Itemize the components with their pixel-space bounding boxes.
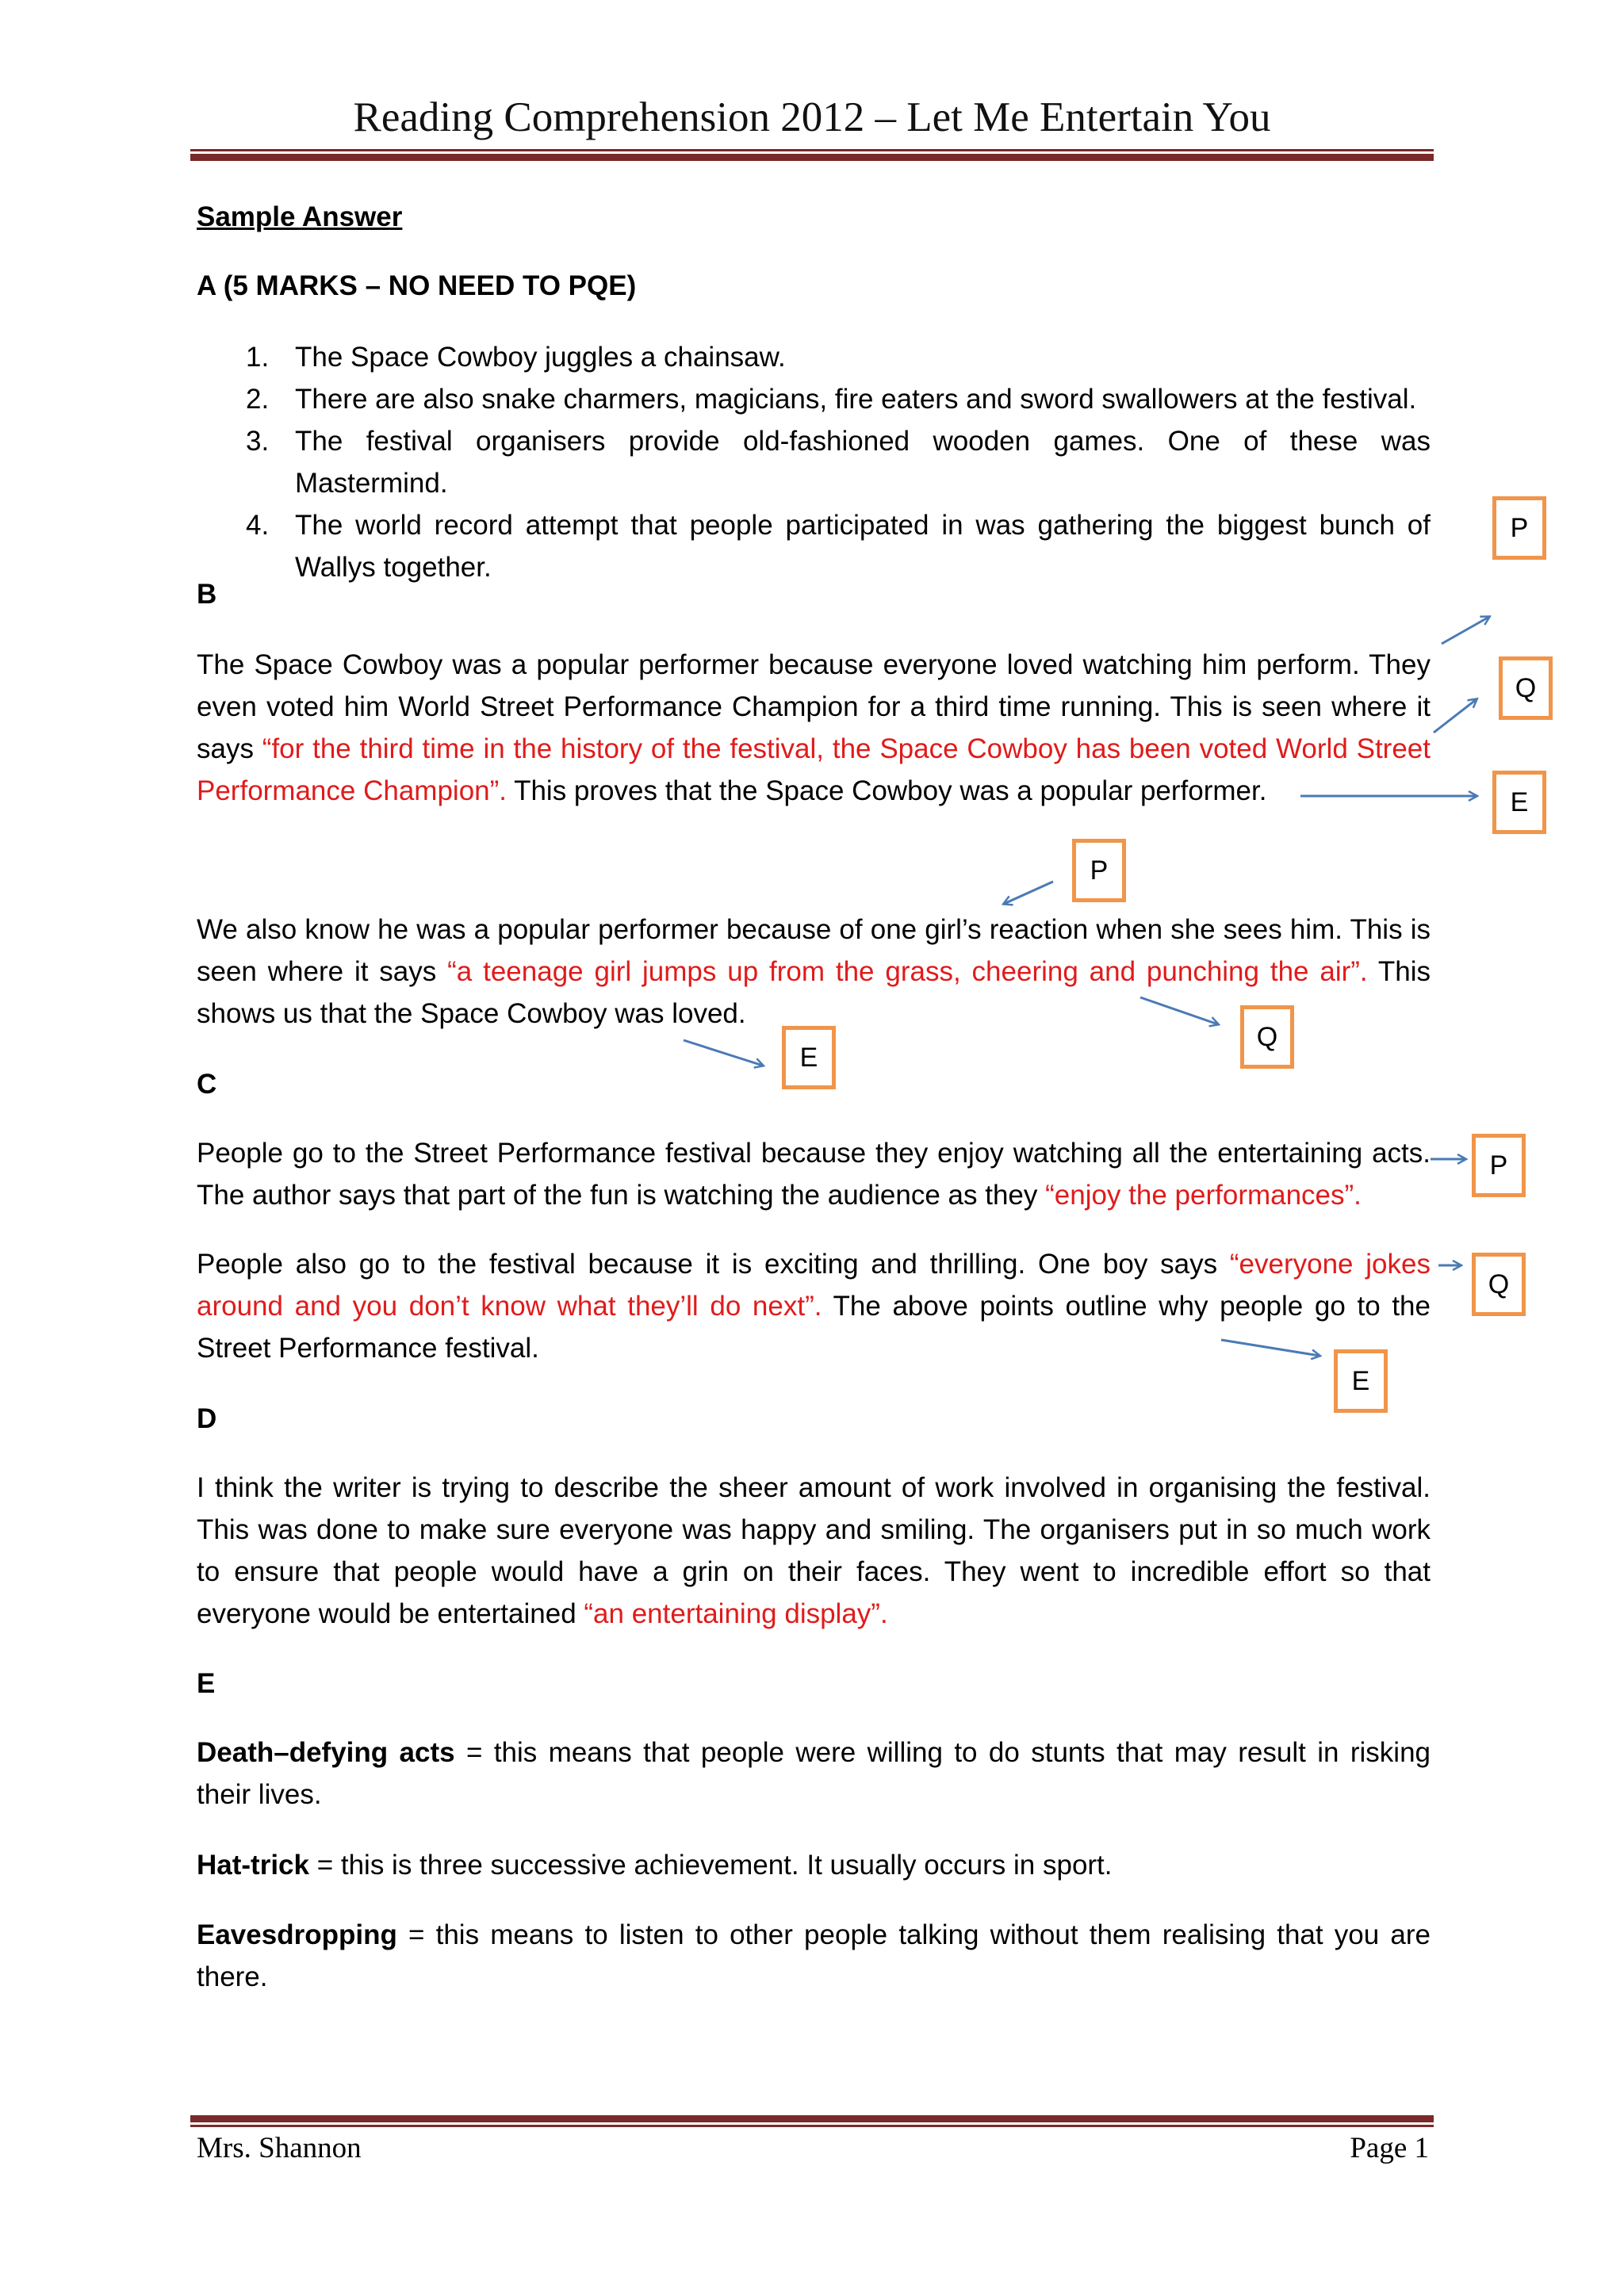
quote: “an entertaining display”. [584,1598,888,1629]
list-item: 4. The world record attempt that people participated in was gathering the biggest bunch of Wallys together. [246,510,1431,583]
pqe-box-p: P [1492,496,1546,560]
list-item: 2. There are also snake charmers, magicians, fire eaters and sword swallowers at the festival. [246,384,1417,415]
header-rule-thin [190,149,1434,151]
definition-death-defying: Death–defying acts = this means that people were willing to do stunts that may result in risking their lives. [197,1737,1431,1810]
section-c-paragraph-2: People also go to the festival because it is exciting and thrilling. One boy says “everyone jokes around and you don’t know what they’ll do next”. The above points outline why people go to the Street Performance festival. [197,1249,1431,1364]
pqe-box-q: Q [1499,656,1553,720]
footer-author: Mrs. Shannon [197,2132,362,2164]
pqe-box-p: P [1472,1134,1526,1197]
quote: “enjoy the performances”. [1045,1180,1362,1211]
sample-answer-heading: Sample Answer [197,201,403,232]
section-b-paragraph-2: We also know he was a popular performer because of one girl’s reaction when she sees him. This is seen where it says “a teenage girl jumps up from the grass, cheering and punching the air”. This shows us that the Space Cowboy was loved. [197,914,1431,1029]
definition-eavesdropping: Eavesdropping = this means to listen to other people talking without them realising that you are there. [197,1919,1431,1992]
quote: “for the third time in the history of the festival, the Space Cowboy has been voted World Street Performance Champion”. [197,733,1431,806]
definition-hat-trick: Hat-trick = this is three successive achievement. It usually occurs in sport. [197,1850,1113,1881]
arrow-icon [1442,617,1489,644]
page-title: Reading Comprehension 2012 – Let Me Entertain You [353,94,1271,140]
pqe-box-q: Q [1472,1253,1526,1316]
pqe-box-q: Q [1240,1005,1294,1069]
section-b-heading: B [197,579,217,610]
list-item: 1. The Space Cowboy juggles a chainsaw. [246,342,786,373]
footer-page-number: Page 1 [1350,2132,1429,2164]
section-b-paragraph-1: The Space Cowboy was a popular performer because everyone loved watching him perform. They even voted him World Street Performance Champion for a third time running. This is seen where it says “for the third time in the history of the festival, the Space Cowboy has been voted World Street Performance Champion”. This proves that the Space Cowboy was a popular performer. [197,649,1431,806]
pqe-box-e: E [1334,1349,1388,1413]
pqe-box-p: P [1072,839,1126,902]
section-a-list [197,336,1431,588]
pqe-box-e: E [782,1026,836,1089]
section-e-heading: E [197,1668,216,1699]
pqe-box-e: E [1492,771,1546,834]
arrow-icon [1004,882,1053,904]
section-a-heading: A (5 MARKS – NO NEED TO PQE) [197,270,637,301]
footer-rule-thick [190,2115,1434,2122]
section-c-heading: C [197,1069,217,1100]
quote: “a teenage girl jumps up from the grass, cheering and punching the air”. [447,956,1368,987]
section-d-paragraph: I think the writer is trying to describe the sheer amount of work involved in organising the festival. This was done to make sure everyone was happy and smiling. The organisers put in so much work to ensure that people would have a grin on their faces. They went to incredible effort so that everyone would be entertained “an entertaining display”. [197,1472,1431,1629]
footer-rule-thin [190,2125,1434,2127]
header-rule-thick [190,154,1434,161]
arrow-icon [684,1040,763,1066]
arrow-icon [1434,699,1477,733]
list-item: 3. The festival organisers provide old-fashioned wooden games. One of these was Mastermind. [246,426,1431,499]
quote: “everyone jokes around and you don’t know what they’ll do next”. [197,1249,1431,1322]
section-d-heading: D [197,1403,217,1434]
section-c-paragraph-1: People go to the Street Performance festival because they enjoy watching all the entertaining acts. The author says that part of the fun is watching the audience as they “enjoy the performances”. [197,1138,1431,1211]
